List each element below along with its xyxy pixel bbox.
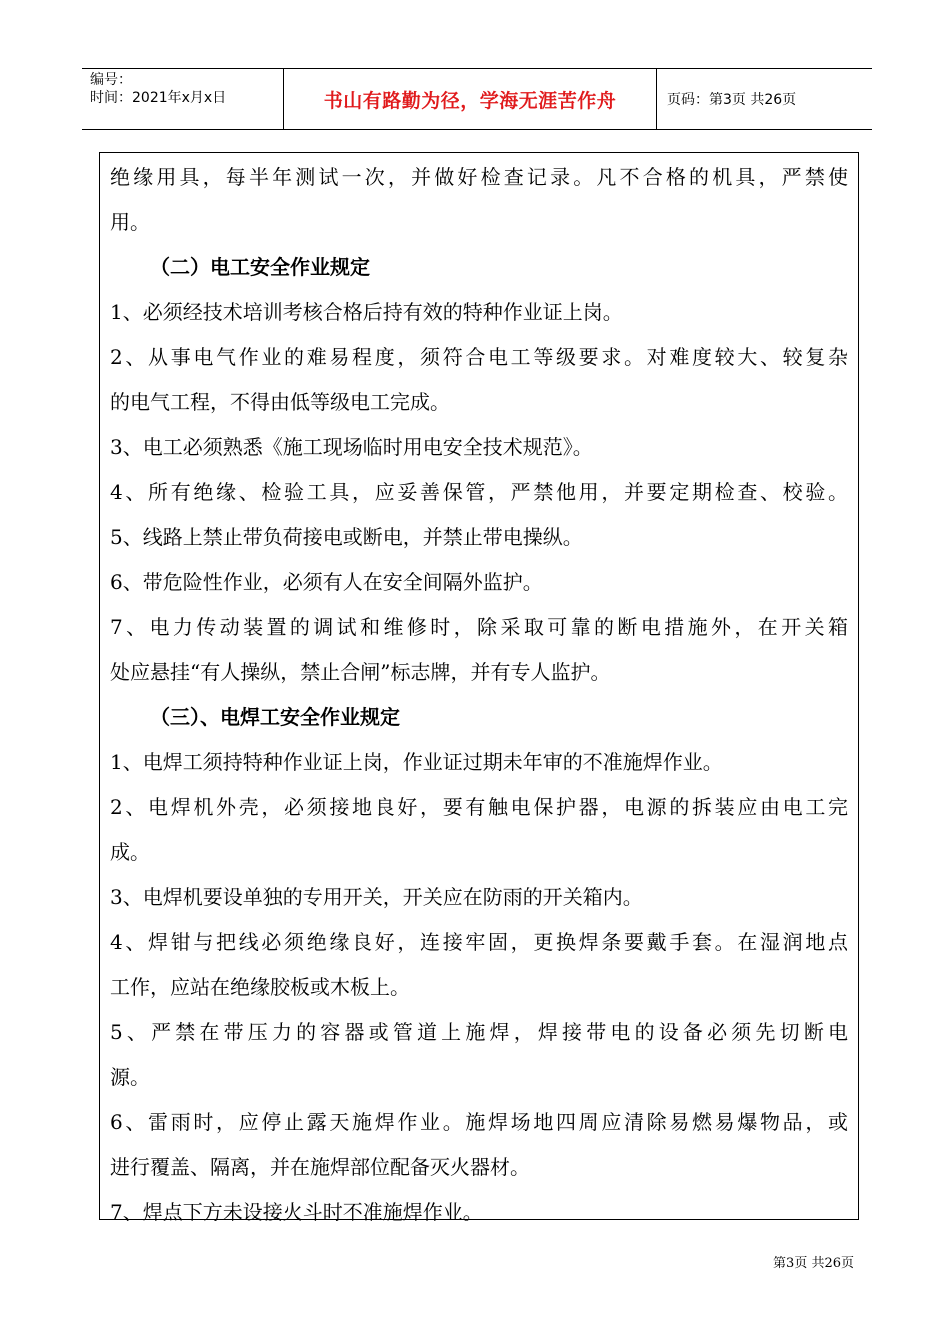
body-line: 的电气工程，不得由低等级电工完成。 [110,390,450,414]
body-line: 成。 [110,840,150,864]
body-line: 绝缘用具，每半年测试一次，并做好检查记录。凡不合格的机具，严禁使 [110,165,848,189]
body-line: 7、电力传动装置的调试和维修时，除采取可靠的断电措施外，在开关箱 [110,615,848,639]
body-line: 4、所有绝缘、检验工具，应妥善保管，严禁他用，并要定期检查、校验。 [110,480,848,504]
section-heading: （三）、电焊工安全作业规定 [150,705,400,729]
body-line: 1、必须经技术培训考核合格后持有效的特种作业证上岗。 [110,300,623,324]
body-line: 6、雷雨时，应停止露天施焊作业。施焊场地四周应清除易燃易爆物品，或 [110,1110,848,1134]
body-line: 源。 [110,1065,150,1089]
body-line: 5、严禁在带压力的容器或管道上施焊，焊接带电的设备必须先切断电 [110,1020,848,1044]
document-time-label: 时间：2021年x月x日 [90,90,227,106]
body-line: 4、焊钳与把线必须绝缘良好，连接牢固，更换焊条要戴手套。在湿润地点 [110,930,848,954]
body-line: 2、电焊机外壳，必须接地良好，要有触电保护器，电源的拆装应由电工完 [110,795,848,819]
body-line: 进行覆盖、隔离，并在施焊部位配备灭火器材。 [110,1155,530,1179]
header-page-number: 页码：第3页 共26页 [667,92,797,108]
page-footer: 第3页 共26页 [773,1256,854,1271]
document-body [99,152,859,1224]
body-line: 7、焊点下方未设接火斗时不准施焊作业。 [110,1200,483,1224]
body-line: 3、电工必须熟悉《施工现场临时用电安全技术规范》。 [110,435,593,459]
body-line: 3、电焊机要设单独的专用开关，开关应在防雨的开关箱内。 [110,885,643,909]
body-line: 处应悬挂“有人操纵，禁止合闸”标志牌，并有专人监护。 [110,660,611,684]
body-line: 1、电焊工须持特种作业证上岗，作业证过期未年审的不准施焊作业。 [110,750,723,774]
body-line: 5、线路上禁止带负荷接电或断电，并禁止带电操纵。 [110,525,583,549]
body-line: 工作，应站在绝缘胶板或木板上。 [110,975,410,999]
section-heading: （二）电工安全作业规定 [150,255,370,279]
page-header [82,68,872,130]
header-meta [82,69,284,129]
body-line: 用。 [110,210,150,234]
document-code-label: 编号： [90,72,132,88]
body-line: 6、带危险性作业，必须有人在安全间隔外监护。 [110,570,543,594]
header-motto: 书山有路勤为径，学海无涯苦作舟 [284,69,657,129]
body-line: 2、从事电气作业的难易程度，须符合电工等级要求。对难度较大、较复杂 [110,345,848,369]
